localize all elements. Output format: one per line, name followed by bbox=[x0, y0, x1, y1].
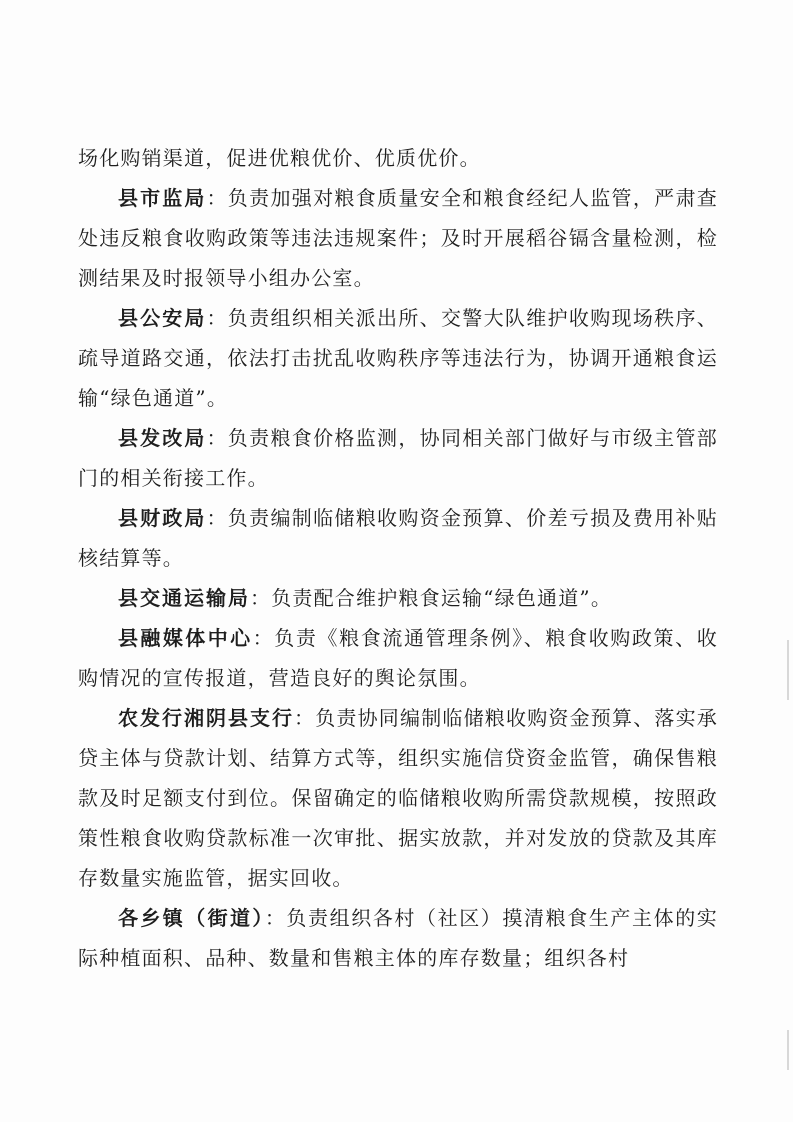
paragraph-county-transportation bbox=[78, 578, 718, 618]
paragraph-continuation bbox=[78, 138, 718, 178]
paragraph-text: ：负责编制临储粮收购资金预算、价差亏损及费用补贴核结算等。 bbox=[78, 506, 718, 570]
paragraph-text: 场化购销渠道，促进优粮优价、优质优价。 bbox=[78, 146, 481, 170]
agency-name: 县融媒体中心 bbox=[118, 626, 253, 650]
paragraph-text: ：负责粮食价格监测，协同相关部门做好与市级主管部门的相关衔接工作。 bbox=[78, 426, 718, 490]
document-body bbox=[78, 138, 718, 978]
agency-name: 县市监局 bbox=[118, 186, 207, 210]
scan-edge-mark bbox=[787, 640, 789, 700]
paragraph-text: ：负责组织各村（社区）摸清粮食生产主体的实际种植面积、品种、数量和售粮主体的库存数量；组织各村 bbox=[78, 906, 719, 970]
scan-edge-mark bbox=[787, 1030, 789, 1070]
paragraph-text: ：负责组织相关派出所、交警大队维护收购现场秩序、疏导道路交通，依法打击扰乱收购秩序等违法行为，协调开通粮食运输“绿色通道”。 bbox=[78, 306, 718, 410]
agency-name: 县财政局 bbox=[118, 506, 207, 530]
agency-name: 各乡镇（街道） bbox=[118, 906, 265, 930]
paragraph-text: ：负责加强对粮食质量安全和粮食经纪人监管，严肃查处违反粮食收购政策等违法违规案件；及时开展稻谷镉含量检测，检测结果及时报领导小组办公室。 bbox=[78, 186, 718, 290]
paragraph-text: ：负责配合维护粮食运输“绿色通道”。 bbox=[250, 586, 613, 610]
paragraph-agricultural-development-bank bbox=[78, 698, 718, 898]
paragraph-county-media-center bbox=[78, 618, 718, 698]
agency-name: 农发行湘阴县支行 bbox=[118, 706, 294, 730]
paragraph-county-market-supervision bbox=[78, 178, 718, 298]
agency-name: 县发改局 bbox=[118, 426, 207, 450]
paragraph-townships-streets bbox=[78, 898, 718, 978]
paragraph-county-development-reform bbox=[78, 418, 718, 498]
paragraph-county-finance bbox=[78, 498, 718, 578]
paragraph-county-public-security bbox=[78, 298, 718, 418]
agency-name: 县公安局 bbox=[118, 306, 207, 330]
agency-name: 县交通运输局 bbox=[118, 586, 250, 610]
paragraph-text: ：负责《粮食流通管理条例》、粮食收购政策、收购情况的宣传报道，营造良好的舆论氛围。 bbox=[78, 626, 718, 690]
paragraph-text: ：负责协同编制临储粮收购资金预算、落实承贷主体与贷款计划、结算方式等，组织实施信贷资金监管，确保售粮款及时足额支付到位。保留确定的临储粮收购所需贷款规模，按照政策性粮食收购贷款标准一次审批、据实放款，并对发放的贷款及其库存数量实施监管，据实回收。 bbox=[78, 706, 718, 890]
